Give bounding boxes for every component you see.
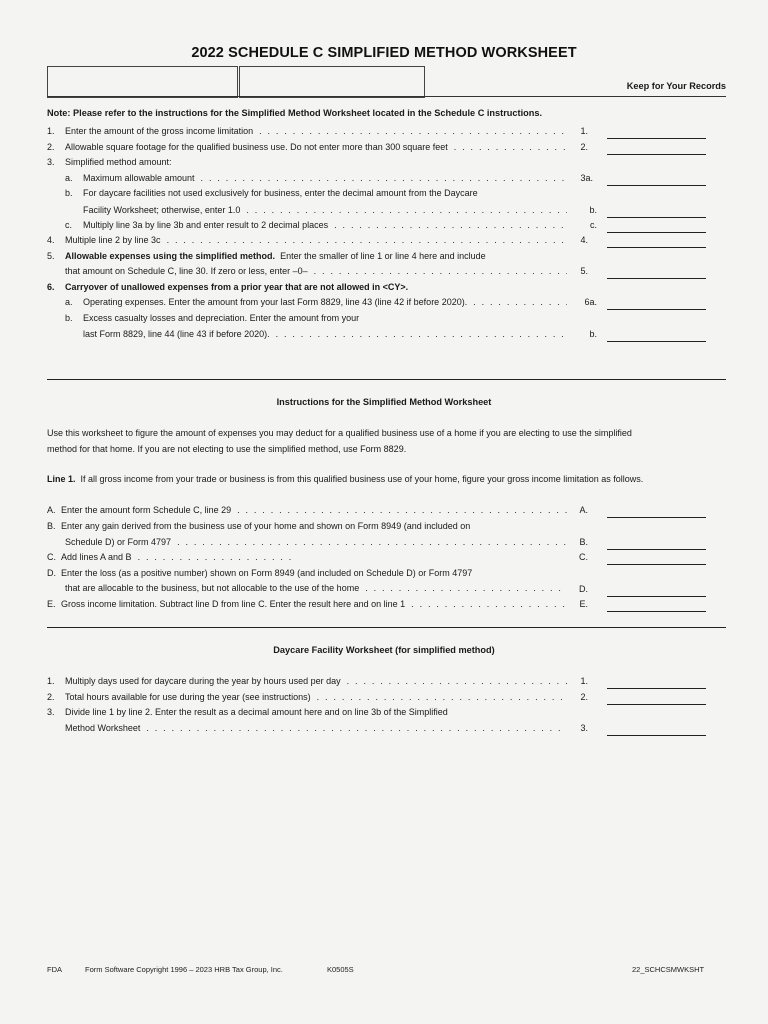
footer-form-id: 22_SCHCSMWKSHT bbox=[632, 965, 705, 974]
line-number: A. bbox=[47, 505, 56, 515]
line-A-input[interactable] bbox=[607, 507, 706, 518]
line-E-input[interactable] bbox=[607, 601, 706, 612]
line-text: last Form 8829, line 44 (line 43 if before 2020). bbox=[83, 329, 270, 339]
line-text: Gross income limitation. Subtract line D from line C. Enter the result here and on line 1 bbox=[61, 599, 406, 609]
line-ref: A. bbox=[579, 505, 588, 515]
worksheet-line-3b-cont bbox=[83, 204, 567, 216]
line-number: 2. bbox=[47, 692, 55, 702]
line-bold-text: Allowable expenses using the simplified method. bbox=[65, 251, 276, 261]
worksheet-line-4 bbox=[47, 234, 567, 246]
line-B-input[interactable] bbox=[607, 539, 706, 550]
line-number: c. bbox=[65, 220, 73, 230]
line-3c-input[interactable] bbox=[607, 222, 706, 233]
note: Note: Please refer to the instructions for the Simplified Method Worksheet located in the Schedule C instructions. bbox=[47, 108, 543, 118]
line-2-input[interactable] bbox=[607, 144, 706, 155]
daycare-line-3-cont bbox=[65, 722, 567, 734]
line-text: Allowable square footage for the qualified business use. Do not enter more than 300 square feet bbox=[65, 142, 448, 152]
footer-code: K0505S bbox=[327, 965, 354, 974]
line-text: Total hours available for use during the year (see instructions) bbox=[65, 692, 311, 702]
line-ref: C. bbox=[579, 552, 588, 562]
line-text: Add lines A and B bbox=[61, 552, 132, 562]
line-ref: E. bbox=[579, 599, 588, 609]
line-ref: 4. bbox=[580, 235, 588, 245]
instruction-line-C bbox=[47, 551, 297, 563]
line-ref: 6a. bbox=[584, 297, 597, 307]
line-C-input[interactable] bbox=[607, 554, 706, 565]
line-5-input[interactable] bbox=[607, 268, 706, 279]
line-number: E. bbox=[47, 599, 56, 609]
line-6b-input[interactable] bbox=[607, 331, 706, 342]
line-number: 1. bbox=[47, 126, 55, 136]
worksheet-line-1 bbox=[47, 125, 567, 137]
line1-text: If all gross income from your trade or business is from this qualified business use of your home, figure your gross income limitation as follows. bbox=[80, 474, 644, 484]
line-ref: c. bbox=[589, 220, 597, 230]
daycare-line-2 bbox=[47, 691, 567, 703]
line-ref: b. bbox=[589, 205, 597, 215]
daycare-title: Daycare Facility Worksheet (for simplified method) bbox=[273, 645, 495, 655]
line-number: 1. bbox=[47, 676, 55, 686]
line-ref: 5. bbox=[580, 266, 588, 276]
line-text: Multiple line 2 by line 3c bbox=[65, 235, 161, 245]
line-text: Enter the amount form Schedule C, line 29 bbox=[61, 505, 232, 515]
line-6a-input[interactable] bbox=[607, 299, 706, 310]
taxpayer-name-field[interactable] bbox=[47, 66, 238, 98]
footer-left: FDA bbox=[47, 965, 62, 974]
line-text: Operating expenses. Enter the amount from your last Form 8829, line 43 (line 42 if before 2020). bbox=[83, 297, 468, 307]
worksheet-line-3-number: 3. bbox=[47, 157, 55, 167]
line-1-input[interactable] bbox=[607, 128, 706, 139]
line-ref: B. bbox=[579, 537, 588, 547]
instruction-line-E bbox=[47, 598, 567, 610]
line-number: a. bbox=[65, 173, 73, 183]
instruction-line-B-cont bbox=[65, 536, 567, 548]
line-number: a. bbox=[65, 297, 73, 307]
line-number: 6. bbox=[47, 282, 55, 292]
worksheet-line-2 bbox=[47, 141, 567, 153]
line-D-input[interactable] bbox=[607, 586, 706, 597]
instruction-line-D: Enter the loss (as a positive number) shown on Form 8949 (and included on Schedule D) or Form 4797 bbox=[61, 568, 473, 578]
line-number: D. bbox=[47, 568, 56, 578]
line-ref: 2. bbox=[580, 692, 588, 702]
line-number: 5. bbox=[47, 251, 55, 261]
daycare-line-3: Divide line 1 by line 2. Enter the result as a decimal amount here and on line 3b of the Simplified bbox=[65, 707, 448, 717]
line-text: Enter the smaller of line 1 or line 4 here and include bbox=[280, 251, 486, 261]
daycare-line-2-input[interactable] bbox=[607, 694, 706, 705]
line-number: 4. bbox=[47, 235, 55, 245]
line-ref: b. bbox=[589, 329, 597, 339]
section-divider bbox=[47, 627, 726, 628]
worksheet-line-3b: For daycare facilities not used exclusively for business, enter the decimal amount from the Daycare bbox=[83, 188, 478, 198]
worksheet-line-3c bbox=[65, 219, 567, 231]
line-4-input[interactable] bbox=[607, 237, 706, 248]
worksheet-line-6b: Excess casualty losses and depreciation. Enter the amount from your bbox=[83, 313, 360, 323]
line-text: that amount on Schedule C, line 30. If zero or less, enter –0– bbox=[65, 266, 308, 276]
line-text: Schedule D) or Form 4797 bbox=[65, 537, 172, 547]
line-number: 3. bbox=[47, 707, 55, 717]
line-ref: 1. bbox=[580, 126, 588, 136]
instruction-line-B: Enter any gain derived from the business use of your home and shown on Form 8949 (and included on bbox=[61, 521, 471, 531]
worksheet-line-3: Simplified method amount: bbox=[65, 157, 172, 167]
line-number: b. bbox=[65, 188, 73, 198]
line-ref: 1. bbox=[580, 676, 588, 686]
page-title: 2022 SCHEDULE C SIMPLIFIED METHOD WORKSHEET bbox=[191, 45, 577, 61]
line-text: Multiply line 3a by line 3b and enter result to 2 decimal places bbox=[83, 220, 329, 230]
line-text: Maximum allowable amount bbox=[83, 173, 195, 183]
worksheet-line-6a bbox=[65, 296, 567, 308]
keep-for-records: Keep for Your Records bbox=[626, 81, 726, 91]
line-ref: 3. bbox=[580, 723, 588, 733]
line-number: C. bbox=[47, 552, 56, 562]
worksheet-line-6: Carryover of unallowed expenses from a prior year that are not allowed in <CY>. bbox=[65, 282, 409, 292]
instruction-line-D-cont bbox=[65, 582, 567, 594]
line-text: that are allocable to the business, but not allocable to the use of the home bbox=[65, 583, 360, 593]
line-3b-input[interactable] bbox=[607, 207, 706, 218]
daycare-line-1-input[interactable] bbox=[607, 678, 706, 689]
paragraph-line: Use this worksheet to figure the amount of expenses you may deduct for a qualified business use of a home if you are electing to use the simplified bbox=[47, 428, 632, 438]
line-number: B. bbox=[47, 521, 56, 531]
worksheet-line-3a bbox=[65, 172, 567, 184]
line1-instruction bbox=[47, 472, 737, 488]
section-divider bbox=[47, 379, 726, 380]
line1-label: Line 1. bbox=[47, 474, 76, 484]
paragraph-line: method for that home. If you are not electing to use the simplified method, use Form 8829. bbox=[47, 443, 407, 454]
worksheet-line-5 bbox=[65, 250, 486, 262]
line-number: 2. bbox=[47, 142, 55, 152]
daycare-line-3-input[interactable] bbox=[607, 725, 706, 736]
line-3a-input[interactable] bbox=[607, 175, 706, 186]
line-number: b. bbox=[65, 313, 73, 323]
instructions-title: Instructions for the Simplified Method Worksheet bbox=[276, 397, 492, 407]
instructions-paragraph bbox=[47, 426, 737, 457]
line-text: Method Worksheet bbox=[65, 723, 141, 733]
line-text: Facility Worksheet; otherwise, enter 1.0 bbox=[83, 205, 241, 215]
worksheet-line-5-cont bbox=[65, 265, 567, 277]
daycare-line-1 bbox=[47, 675, 567, 687]
taxpayer-id-field[interactable] bbox=[239, 66, 425, 98]
line-ref: 2. bbox=[580, 142, 588, 152]
instruction-line-A bbox=[47, 504, 567, 516]
line-text: Enter the amount of the gross income limitation bbox=[65, 126, 254, 136]
worksheet-line-6b-cont bbox=[83, 328, 567, 340]
header-rule bbox=[47, 96, 726, 97]
line-text: Multiply days used for daycare during the year by hours used per day bbox=[65, 676, 341, 686]
line-ref: D. bbox=[579, 584, 588, 594]
line-ref: 3a. bbox=[580, 173, 593, 183]
footer-copyright: Form Software Copyright 1996 – 2023 HRB Tax Group, Inc. bbox=[85, 965, 283, 974]
